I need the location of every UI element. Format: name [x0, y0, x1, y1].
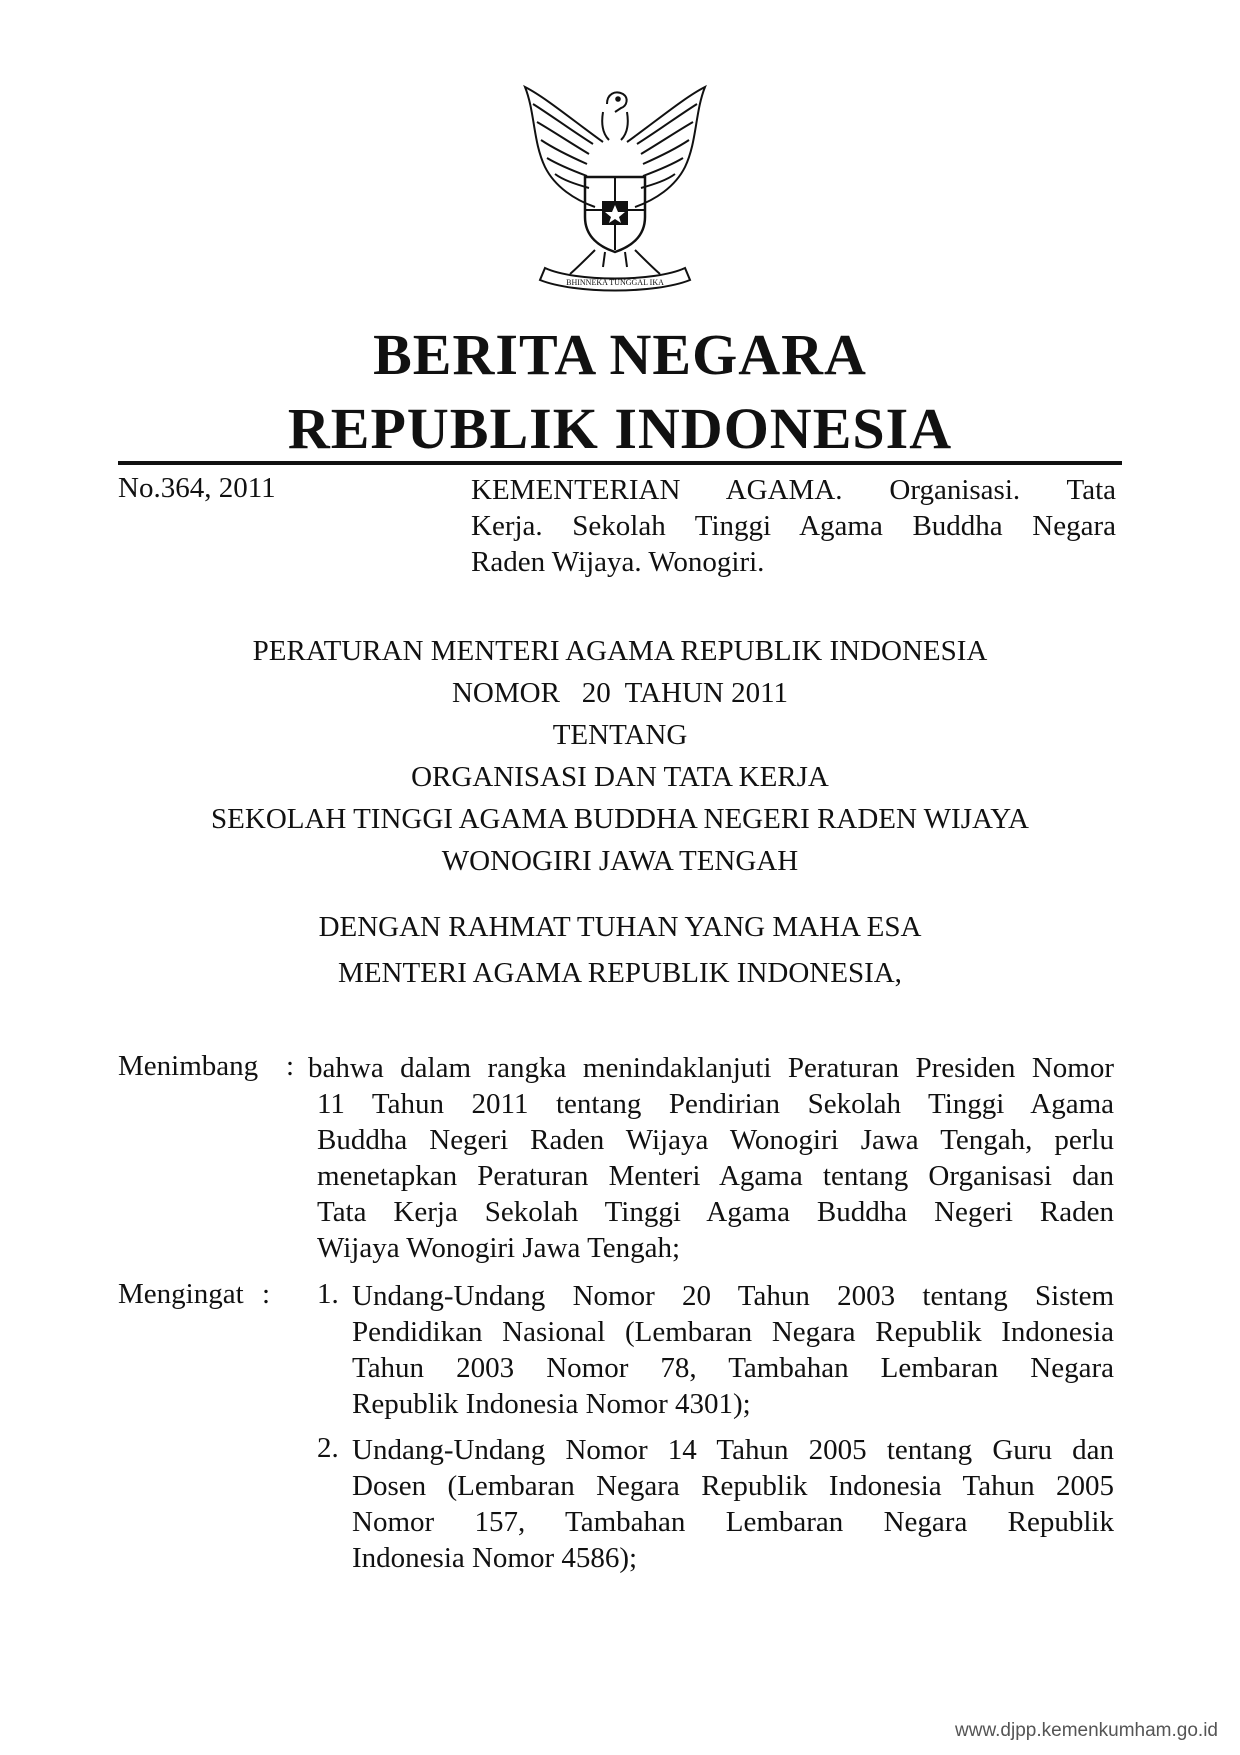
- summary-line: Raden Wijaya. Wonogiri.: [471, 546, 765, 578]
- regulation-title: [118, 630, 1122, 882]
- masthead-rule: [118, 461, 1122, 465]
- summary-line: KEMENTERIAN AGAMA. Organisasi. Tata: [471, 474, 1116, 506]
- masthead-title-line1: BERITA NEGARA: [373, 322, 867, 387]
- mengingat-line: Undang-Undang Nomor 20 Tahun 2003 tentang Sistem: [352, 1280, 1114, 1312]
- svg-text:BHINNEKA TUNGGAL IKA: BHINNEKA TUNGGAL IKA: [566, 278, 664, 287]
- summary-line: Kerja. Sekolah Tinggi Agama Buddha Negara: [471, 510, 1116, 542]
- regulation-title-line: TENTANG: [552, 719, 688, 751]
- mengingat-line: Pendidikan Nasional (Lembaran Negara Republik Indonesia: [352, 1316, 1114, 1348]
- mengingat-item-text: [352, 1278, 1114, 1422]
- regulation-title-line: SEKOLAH TINGGI AGAMA BUDDHA NEGERI RADEN WIJAYA: [211, 803, 1029, 835]
- regulation-title-line: PERATURAN MENTERI AGAMA REPUBLIK INDONESIA: [252, 635, 988, 667]
- mengingat-item-number: 2.: [317, 1432, 339, 1464]
- mengingat-line: Tahun 2003 Nomor 78, Tambahan Lembaran Negara: [352, 1352, 1114, 1384]
- menimbang-line: 11 Tahun 2011 tentang Pendirian Sekolah Tinggi Agama: [317, 1088, 1114, 1120]
- mengingat-line: Indonesia Nomor 4586);: [352, 1542, 638, 1574]
- regulation-title-line: NOMOR 20 TAHUN 2011: [451, 677, 789, 709]
- garuda-emblem-icon: [515, 82, 715, 302]
- menimbang-line: Buddha Negeri Raden Wijaya Wonogiri Jawa Tengah, perlu: [317, 1124, 1114, 1156]
- mengingat-colon: :: [262, 1278, 271, 1310]
- preamble-line: DENGAN RAHMAT TUHAN YANG MAHA ESA: [318, 911, 922, 943]
- mengingat-item-text: [352, 1432, 1114, 1576]
- menimbang-line: Wijaya Wonogiri Jawa Tengah;: [317, 1232, 681, 1264]
- mengingat-line: Nomor 157, Tambahan Lembaran Negara Republik: [352, 1506, 1114, 1538]
- menimbang-line: menetapkan Peraturan Menteri Agama tentang Organisasi dan: [317, 1160, 1114, 1192]
- mengingat-line: Dosen (Lembaran Negara Republik Indonesia Tahun 2005: [352, 1470, 1114, 1502]
- menimbang-label: Menimbang: [118, 1050, 259, 1082]
- mengingat-line: Undang-Undang Nomor 14 Tahun 2005 tentang Guru dan: [352, 1434, 1114, 1466]
- footer-url: www.djpp.kemenkumham.go.id: [955, 1720, 1218, 1741]
- menimbang-line: Tata Kerja Sekolah Tinggi Agama Buddha Negeri Raden: [317, 1196, 1114, 1228]
- regulation-title-line: ORGANISASI DAN TATA KERJA: [411, 761, 829, 793]
- masthead-title-line2: REPUBLIK INDONESIA: [287, 396, 953, 461]
- menimbang-text-cont: [317, 1086, 1114, 1266]
- preamble: [118, 904, 1122, 996]
- menimbang-colon: :: [286, 1050, 295, 1082]
- mengingat-line: Republik Indonesia Nomor 4301);: [352, 1388, 751, 1420]
- regulation-title-line: WONOGIRI JAWA TENGAH: [441, 845, 799, 877]
- document-summary: [471, 472, 1116, 580]
- mengingat-label: Mengingat: [118, 1278, 244, 1310]
- menimbang-text: [308, 1050, 1114, 1086]
- mengingat-item-number: 1.: [317, 1278, 339, 1310]
- menimbang-line: bahwa dalam rangka menindaklanjuti Peraturan Presiden Nomor: [308, 1052, 1114, 1084]
- document-number: No.364, 2011: [118, 472, 276, 504]
- preamble-line: MENTERI AGAMA REPUBLIK INDONESIA,: [338, 957, 902, 989]
